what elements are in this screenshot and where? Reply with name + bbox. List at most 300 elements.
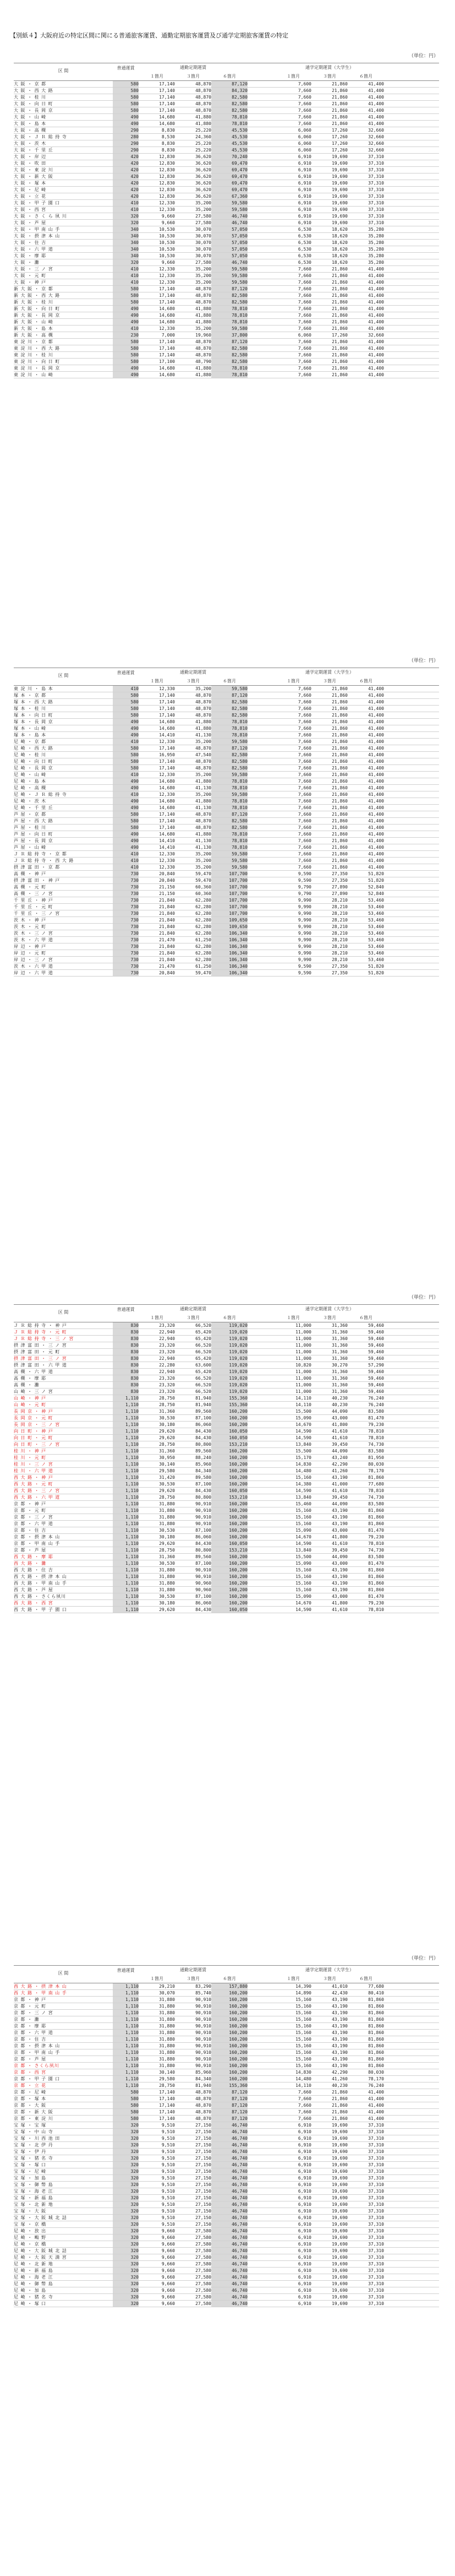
table-row xyxy=(14,970,439,977)
column-gap xyxy=(248,240,275,246)
student-3m: 21,860 xyxy=(311,686,348,692)
column-gap xyxy=(248,114,275,121)
commuter-6m: 78,810 xyxy=(211,838,248,844)
commuter-1m: 31,880 xyxy=(139,1997,175,2003)
section-name: 高 槻 ・ 摩 耶 xyxy=(14,1375,113,1382)
column-gap xyxy=(248,1448,275,1455)
table-row xyxy=(14,1514,439,1521)
student-6m: 37,310 xyxy=(348,213,384,220)
normal-fare: 1,110 xyxy=(113,1534,139,1541)
commuter-1m: 23,320 xyxy=(139,1349,175,1355)
commuter-6m: 160,050 xyxy=(211,1488,248,1494)
commuter-6m: 106,340 xyxy=(211,970,248,977)
commuter-6m: 119,020 xyxy=(211,1382,248,1389)
column-gap xyxy=(248,1402,275,1408)
section-name: 尼 崎 ・ 桂 川 xyxy=(14,752,113,758)
commuter-1m: 14,680 xyxy=(139,719,175,725)
commuter-3m: 27,580 xyxy=(175,2287,211,2294)
student-6m: 83,580 xyxy=(348,1408,384,1415)
commuter-1m: 14,410 xyxy=(139,838,175,844)
normal-fare: 580 xyxy=(113,2096,139,2102)
section-name: 摂 津 富 田 ・ 元 町 xyxy=(14,1349,113,1355)
student-6m: 41,400 xyxy=(348,752,384,758)
student-3m: 21,860 xyxy=(311,326,348,332)
student-6m: 41,400 xyxy=(348,286,384,292)
student-6m: 41,400 xyxy=(348,785,384,791)
column-gap xyxy=(248,193,275,200)
normal-fare: 320 xyxy=(113,2274,139,2281)
commuter-3m: 66,520 xyxy=(175,1382,211,1389)
commuter-1m: 30,070 xyxy=(139,1990,175,1997)
student-1m: 14,590 xyxy=(275,1607,311,1613)
column-gap xyxy=(248,943,275,950)
column-gap xyxy=(384,1461,439,1468)
student-6m: 41,400 xyxy=(348,811,384,818)
header-commuter-3m: ３箇月 xyxy=(187,679,200,684)
column-gap xyxy=(248,772,275,778)
section-name: 大 阪 ・ さ く ら 夙 川 xyxy=(14,213,113,220)
commuter-6m: 78,810 xyxy=(211,365,248,372)
column-gap xyxy=(384,2149,439,2155)
student-6m: 37,310 xyxy=(348,187,384,193)
table-row xyxy=(14,207,439,213)
student-1m: 9,990 xyxy=(275,924,311,930)
column-gap xyxy=(248,937,275,943)
student-1m: 15,160 xyxy=(275,2036,311,2043)
section-name: 大 阪 ・ Ｊ Ｒ 総 持 寺 xyxy=(14,134,113,140)
commuter-6m: 160,200 xyxy=(211,1474,248,1481)
table-row xyxy=(14,1574,439,1580)
commuter-6m: 160,200 xyxy=(211,1521,248,1527)
column-gap xyxy=(384,2261,439,2268)
normal-fare: 580 xyxy=(113,758,139,765)
column-gap xyxy=(384,121,439,127)
normal-fare: 490 xyxy=(113,114,139,121)
student-1m: 11,000 xyxy=(275,1336,311,1342)
table-row xyxy=(14,1494,439,1501)
column-gap xyxy=(248,1547,275,1554)
commuter-1m: 21,840 xyxy=(139,950,175,957)
table-row xyxy=(14,706,439,712)
commuter-6m: 82,580 xyxy=(211,712,248,719)
commuter-6m: 160,200 xyxy=(211,2069,248,2076)
student-1m: 6,910 xyxy=(275,2195,311,2201)
commuter-6m: 160,200 xyxy=(211,1554,248,1560)
student-3m: 41,260 xyxy=(311,2076,348,2083)
student-3m: 21,860 xyxy=(311,844,348,851)
student-1m: 6,910 xyxy=(275,2261,311,2268)
commuter-1m: 10,530 xyxy=(139,226,175,233)
commuter-1m: 17,140 xyxy=(139,292,175,299)
unit-label: （単位：円） xyxy=(408,1295,438,1300)
section-name: 塚 本 ・ 向 日 町 xyxy=(14,712,113,719)
commuter-6m: 160,050 xyxy=(211,1435,248,1441)
normal-fare: 410 xyxy=(113,279,139,286)
table-row xyxy=(14,739,439,745)
student-6m: 37,310 xyxy=(348,2175,384,2182)
column-gap xyxy=(384,2182,439,2188)
normal-fare: 490 xyxy=(113,121,139,127)
student-1m: 11,000 xyxy=(275,1322,311,1329)
section-name: 京 都 ・ 神 戸 xyxy=(14,1997,113,2003)
commuter-3m: 90,910 xyxy=(175,1997,211,2003)
student-6m: 81,860 xyxy=(348,1580,384,1587)
student-6m: 76,240 xyxy=(348,2083,384,2089)
student-1m: 14,590 xyxy=(275,1488,311,1494)
section-name: 茨 木 ・ 六 甲 道 xyxy=(14,963,113,970)
student-3m: 21,860 xyxy=(311,818,348,825)
column-gap xyxy=(384,193,439,200)
column-gap xyxy=(248,1408,275,1415)
header-section: 区 間 xyxy=(58,68,69,73)
student-3m: 31,360 xyxy=(311,1336,348,1342)
column-gap xyxy=(248,2274,275,2281)
student-1m: 9,590 xyxy=(275,970,311,977)
column-gap xyxy=(248,877,275,884)
normal-fare: 580 xyxy=(113,2116,139,2122)
student-6m: 41,400 xyxy=(348,831,384,838)
student-1m: 15,160 xyxy=(275,1521,311,1527)
student-3m: 19,690 xyxy=(311,2228,348,2235)
commuter-3m: 27,150 xyxy=(175,2195,211,2201)
student-3m: 41,610 xyxy=(311,1541,348,1547)
student-3m: 21,860 xyxy=(311,699,348,706)
normal-fare: 830 xyxy=(113,1329,139,1336)
section-name: 千 里 丘 ・ 三 ノ 宮 xyxy=(14,910,113,917)
student-3m: 28,210 xyxy=(311,943,348,950)
student-1m: 7,660 xyxy=(275,299,311,306)
normal-fare: 730 xyxy=(113,924,139,930)
column-gap xyxy=(248,1441,275,1448)
table-row xyxy=(14,858,439,864)
commuter-6m: 78,810 xyxy=(211,319,248,326)
student-6m: 51,820 xyxy=(348,970,384,977)
commuter-3m: 30,070 xyxy=(175,233,211,240)
section-name: 尼 崎 ・ 塚 口 xyxy=(14,2301,113,2307)
student-3m: 43,190 xyxy=(311,2010,348,2016)
column-gap xyxy=(384,2016,439,2023)
commuter-1m: 31,880 xyxy=(139,2043,175,2049)
commuter-1m: 14,680 xyxy=(139,798,175,805)
commuter-3m: 90,910 xyxy=(175,1514,211,1521)
table-row xyxy=(14,2188,439,2195)
column-gap xyxy=(384,2036,439,2043)
commuter-1m: 10,530 xyxy=(139,246,175,253)
normal-fare: 1,110 xyxy=(113,1481,139,1488)
column-gap xyxy=(384,88,439,94)
commuter-3m: 27,150 xyxy=(175,2135,211,2142)
column-gap xyxy=(384,838,439,844)
commuter-6m: 57,050 xyxy=(211,246,248,253)
student-6m: 32,660 xyxy=(348,134,384,140)
section-name: 大 阪 ・ 京 都 xyxy=(14,81,113,88)
student-3m: 21,860 xyxy=(311,306,348,312)
student-1m: 6,910 xyxy=(275,2268,311,2274)
student-1m: 13,840 xyxy=(275,1494,311,1501)
table-row xyxy=(14,121,439,127)
commuter-1m: 9,510 xyxy=(139,2149,175,2155)
column-gap xyxy=(384,1593,439,1600)
student-1m: 6,910 xyxy=(275,200,311,207)
normal-fare: 320 xyxy=(113,2201,139,2208)
student-1m: 6,910 xyxy=(275,2168,311,2175)
section-name: 大 阪 ・ 吹 田 xyxy=(14,160,113,167)
student-3m: 40,230 xyxy=(311,1395,348,1402)
student-6m: 74,730 xyxy=(348,1547,384,1554)
commuter-1m: 17,140 xyxy=(139,2096,175,2102)
student-1m: 7,660 xyxy=(275,811,311,818)
commuter-1m: 10,530 xyxy=(139,253,175,259)
student-3m: 17,260 xyxy=(311,140,348,147)
commuter-6m: 160,200 xyxy=(211,1481,248,1488)
column-gap xyxy=(248,1600,275,1607)
commuter-6m: 84,320 xyxy=(211,88,248,94)
section-name: 大 阪 ・ 東 淀 川 xyxy=(14,167,113,173)
student-1m: 7,660 xyxy=(275,805,311,811)
commuter-1m: 17,140 xyxy=(139,811,175,818)
section-name: 宝 塚 ・ 大 阪 xyxy=(14,2208,113,2215)
column-gap xyxy=(384,877,439,884)
commuter-3m: 48,870 xyxy=(175,94,211,101)
student-1m: 15,170 xyxy=(275,1455,311,1461)
student-6m: 41,400 xyxy=(348,699,384,706)
column-gap xyxy=(248,2049,275,2056)
normal-fare: 1,110 xyxy=(113,1468,139,1474)
student-6m: 41,400 xyxy=(348,692,384,699)
commuter-3m: 62,280 xyxy=(175,943,211,950)
fare-table xyxy=(14,1304,439,1613)
normal-fare: 580 xyxy=(113,699,139,706)
student-1m: 6,910 xyxy=(275,2235,311,2241)
student-3m: 19,690 xyxy=(311,220,348,226)
student-6m: 37,310 xyxy=(348,2268,384,2274)
commuter-3m: 35,200 xyxy=(175,739,211,745)
commuter-1m: 31,880 xyxy=(139,2049,175,2056)
column-gap xyxy=(384,1527,439,1534)
table-row xyxy=(14,1501,439,1507)
commuter-3m: 90,910 xyxy=(175,1574,211,1580)
table-row xyxy=(14,2010,439,2016)
normal-fare: 320 xyxy=(113,2188,139,2195)
section-name: 大 阪 ・ 尼 崎 xyxy=(14,187,113,193)
column-gap xyxy=(384,299,439,306)
column-gap xyxy=(384,2274,439,2281)
student-3m: 21,860 xyxy=(311,725,348,732)
student-6m: 41,400 xyxy=(348,326,384,332)
section-name: 長 岡 京 ・ 元 町 xyxy=(14,1415,113,1422)
commuter-3m: 30,070 xyxy=(175,253,211,259)
table-row xyxy=(14,345,439,352)
header-normal-fare: 普通運賃 xyxy=(117,1307,135,1312)
student-3m: 19,690 xyxy=(311,2268,348,2274)
commuter-1m: 30,180 xyxy=(139,1600,175,1607)
student-1m: 7,660 xyxy=(275,94,311,101)
student-6m: 41,400 xyxy=(348,273,384,279)
commuter-6m: 82,580 xyxy=(211,359,248,365)
column-gap xyxy=(384,937,439,943)
column-gap xyxy=(248,1336,275,1342)
column-gap xyxy=(248,719,275,725)
commuter-1m: 14,410 xyxy=(139,732,175,739)
table-row xyxy=(14,924,439,930)
student-3m: 41,610 xyxy=(311,1428,348,1435)
section-name: 東 淀 川 ・ 長 岡 京 xyxy=(14,365,113,372)
student-6m: 51,820 xyxy=(348,877,384,884)
commuter-1m: 29,620 xyxy=(139,1488,175,1494)
column-gap xyxy=(384,1349,439,1355)
column-gap xyxy=(248,1587,275,1593)
commuter-1m: 17,140 xyxy=(139,2089,175,2096)
student-3m: 28,210 xyxy=(311,937,348,943)
student-6m: 41,400 xyxy=(348,791,384,798)
student-6m: 37,310 xyxy=(348,2261,384,2268)
student-3m: 27,350 xyxy=(311,871,348,877)
table-row xyxy=(14,917,439,924)
student-3m: 43,000 xyxy=(311,1415,348,1422)
unit-label: （単位：円） xyxy=(408,658,438,664)
student-1m: 6,910 xyxy=(275,167,311,173)
student-6m: 81,860 xyxy=(348,2063,384,2069)
section-name: 京 都 ・ 摂 津 本 山 xyxy=(14,2043,113,2049)
section-name: 京 都 ・ 甲 南 山 手 xyxy=(14,1541,113,1547)
student-3m: 18,620 xyxy=(311,253,348,259)
commuter-1m: 8,830 xyxy=(139,147,175,154)
commuter-1m: 30,530 xyxy=(139,1560,175,1567)
commuter-3m: 48,870 xyxy=(175,818,211,825)
student-6m: 41,400 xyxy=(348,844,384,851)
commuter-3m: 59,470 xyxy=(175,877,211,884)
student-3m: 43,000 xyxy=(311,1527,348,1534)
commuter-3m: 27,150 xyxy=(175,2188,211,2195)
commuter-1m: 21,840 xyxy=(139,897,175,904)
student-3m: 28,210 xyxy=(311,910,348,917)
student-1m: 7,660 xyxy=(275,778,311,785)
student-1m: 7,660 xyxy=(275,2109,311,2116)
column-gap xyxy=(248,765,275,772)
normal-fare: 580 xyxy=(113,706,139,712)
table-row xyxy=(14,963,439,970)
student-1m: 14,390 xyxy=(275,1983,311,1990)
student-3m: 19,690 xyxy=(311,2201,348,2208)
normal-fare: 580 xyxy=(113,692,139,699)
table-row xyxy=(14,292,439,299)
student-1m: 6,910 xyxy=(275,2221,311,2228)
commuter-1m: 30,950 xyxy=(139,1455,175,1461)
normal-fare: 580 xyxy=(113,818,139,825)
table-row xyxy=(14,2030,439,2036)
section-name: 桂 川 ・ 三 ノ 宮 xyxy=(14,1461,113,1468)
commuter-3m: 60,360 xyxy=(175,891,211,897)
header-student-6m: ６箇月 xyxy=(359,74,372,79)
commuter-6m: 107,700 xyxy=(211,910,248,917)
table-row xyxy=(14,864,439,871)
commuter-1m: 21,470 xyxy=(139,937,175,943)
student-6m: 53,460 xyxy=(348,904,384,910)
commuter-6m: 155,360 xyxy=(211,1395,248,1402)
column-gap xyxy=(248,686,275,692)
commuter-6m: 46,740 xyxy=(211,2261,248,2268)
commuter-3m: 90,910 xyxy=(175,1507,211,1514)
normal-fare: 490 xyxy=(113,831,139,838)
column-gap xyxy=(248,246,275,253)
column-gap xyxy=(384,2129,439,2135)
student-3m: 19,690 xyxy=(311,2254,348,2261)
student-3m: 21,860 xyxy=(311,825,348,831)
table-row xyxy=(14,2142,439,2149)
normal-fare: 490 xyxy=(113,312,139,319)
commuter-1m: 21,470 xyxy=(139,963,175,970)
column-gap xyxy=(248,107,275,114)
student-1m: 7,660 xyxy=(275,359,311,365)
column-gap xyxy=(384,352,439,359)
student-1m: 15,090 xyxy=(275,1527,311,1534)
student-1m: 6,910 xyxy=(275,207,311,213)
section-name: 尼 崎 ・ 大 阪 城 北 詰 xyxy=(14,2248,113,2254)
fare-table xyxy=(14,63,439,378)
commuter-1m: 23,320 xyxy=(139,1322,175,1329)
commuter-3m: 27,580 xyxy=(175,2301,211,2307)
header-student-6m: ６箇月 xyxy=(359,1976,372,1981)
commuter-6m: 78,810 xyxy=(211,785,248,791)
commuter-3m: 35,200 xyxy=(175,864,211,871)
column-gap xyxy=(248,2023,275,2030)
commuter-6m: 78,810 xyxy=(211,732,248,739)
student-6m: 41,400 xyxy=(348,107,384,114)
column-gap xyxy=(248,1521,275,1527)
student-3m: 27,890 xyxy=(311,884,348,891)
student-3m: 43,190 xyxy=(311,1574,348,1580)
student-1m: 7,660 xyxy=(275,2116,311,2122)
column-gap xyxy=(384,1574,439,1580)
normal-fare: 410 xyxy=(113,266,139,273)
student-3m: 43,000 xyxy=(311,1593,348,1600)
section-name: 摂 津 富 田 ・ 京 都 xyxy=(14,864,113,871)
student-6m: 41,400 xyxy=(348,279,384,286)
section-name: 向 日 町 ・ 三 ノ 宮 xyxy=(14,1441,113,1448)
commuter-3m: 27,150 xyxy=(175,2208,211,2215)
student-6m: 59,460 xyxy=(348,1329,384,1336)
table-row xyxy=(14,2175,439,2182)
section-name: 東 淀 川 ・ 西 大 路 xyxy=(14,345,113,352)
student-6m: 37,310 xyxy=(348,2122,384,2129)
normal-fare: 1,110 xyxy=(113,1541,139,1547)
student-1m: 6,910 xyxy=(275,193,311,200)
section-name: 大 阪 ・ 六 甲 道 xyxy=(14,246,113,253)
header-commuter-6m: ６箇月 xyxy=(223,1976,236,1981)
student-1m: 6,910 xyxy=(275,2254,311,2261)
section-name: 芦 屋 ・ 向 日 町 xyxy=(14,831,113,838)
commuter-6m: 82,580 xyxy=(211,825,248,831)
student-3m: 41,010 xyxy=(311,1983,348,1990)
table-row xyxy=(14,233,439,240)
commuter-6m: 109,650 xyxy=(211,917,248,924)
commuter-3m: 90,910 xyxy=(175,1521,211,1527)
student-3m: 19,690 xyxy=(311,2162,348,2168)
commuter-6m: 160,200 xyxy=(211,1422,248,1428)
commuter-3m: 35,200 xyxy=(175,207,211,213)
commuter-1m: 9,510 xyxy=(139,2175,175,2182)
commuter-1m: 17,140 xyxy=(139,88,175,94)
commuter-1m: 29,620 xyxy=(139,1428,175,1435)
commuter-1m: 30,140 xyxy=(139,1461,175,1468)
table-row xyxy=(14,937,439,943)
commuter-3m: 90,910 xyxy=(175,2063,211,2069)
commuter-3m: 66,520 xyxy=(175,1342,211,1349)
column-gap xyxy=(384,2195,439,2201)
student-6m: 78,170 xyxy=(348,2076,384,2083)
student-1m: 15,160 xyxy=(275,1997,311,2003)
commuter-1m: 29,620 xyxy=(139,1607,175,1613)
